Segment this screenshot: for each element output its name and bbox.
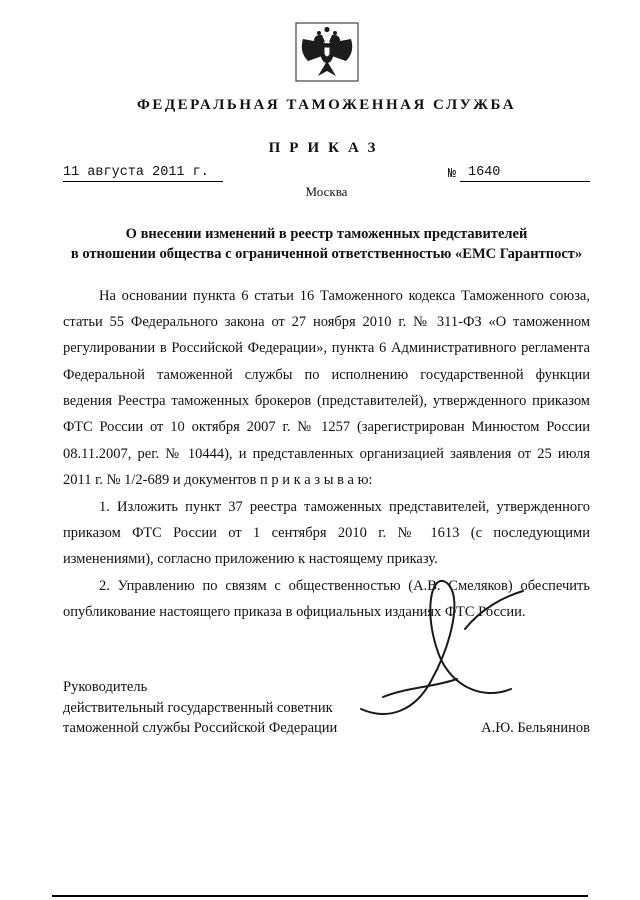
signature-block — [63, 677, 590, 738]
signer-title — [63, 677, 337, 738]
date-number-row — [63, 165, 590, 182]
emblem-container — [63, 22, 590, 87]
number-sign-label: № — [447, 167, 456, 182]
scan-artifact-line — [52, 895, 588, 897]
coat-of-arms-icon — [295, 22, 359, 82]
document-number: 1640 — [460, 165, 590, 182]
paragraph-preamble: На основании пункта 6 статьи 16 Таможенного кодекса Таможенного союза, статьи 55 Федерального закона от 27 ноября 2010 г. № 311-ФЗ «О таможенном регулировании в Российской Федерации», пункта 6 Административного регламента Федеральной таможенной службы по исполнению государственной функции ведения Реестра таможенных брокеров (представителей), утвержденного приказом ФТС России от 10 октября 2007 г. № 1257 (зарегистрирован Минюстом России 08.11.2007, рег. № 10444), и представленных организацией заявления от 25 июля 2011 г. № 1/2-689 и документов п р и к а з ы в а ю: — [63, 287, 590, 489]
document-title-line-1: О внесении изменений в реестр таможенных представителей — [125, 226, 528, 242]
organization-name: ФЕДЕРАЛЬНАЯ ТАМОЖЕННАЯ СЛУЖБА — [136, 97, 517, 113]
signer-title-line-1: Руководитель — [63, 679, 148, 696]
paragraph-item-1: 1. Изложить пункт 37 реестра таможенных представителей, утвержденного приказом ФТС России от 1 сентября 2010 г. № 1613 (с последующими изменениями), согласно приложению к настоящему приказу. — [63, 498, 590, 568]
signer-title-line-2: действительный государственный советник — [63, 699, 333, 716]
document-type-heading: ПРИКАЗ — [268, 140, 385, 156]
document-number-group — [448, 165, 590, 182]
document-title — [63, 224, 590, 265]
signer-title-line-3: таможенной службы Российской Федерации — [63, 720, 338, 737]
document-date: 11 августа 2011 г. — [63, 165, 223, 182]
signer-name: А.Ю. Бельянинов — [481, 720, 590, 737]
document-title-line-2: в отношении общества с ограниченной ответственностью «ЕМС Гарантпост» — [70, 246, 583, 263]
paragraph-item-2: 2. Управлению по связям с общественностью (А.В. Смеляков) обеспечить опубликование настоящего приказа в официальных изданиях ФТС России. — [63, 577, 590, 621]
document-body — [63, 283, 590, 626]
city-label: Москва — [305, 184, 348, 199]
